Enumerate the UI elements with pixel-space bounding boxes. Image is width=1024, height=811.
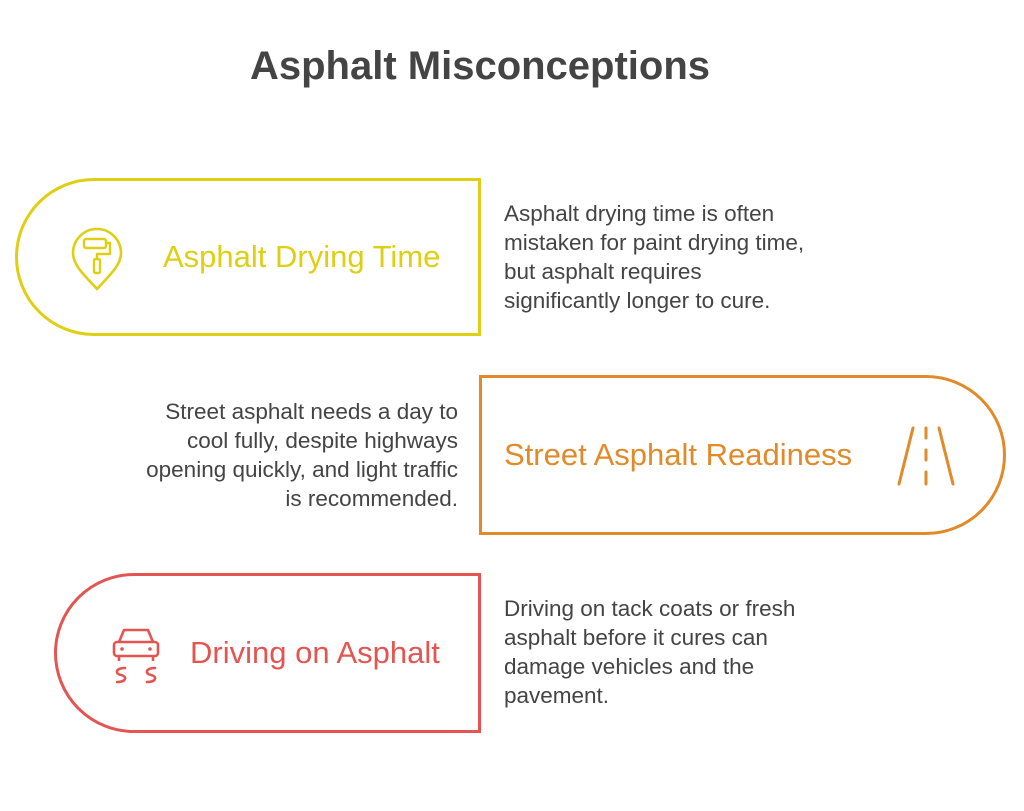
driving-on-asphalt-card: [54, 573, 481, 733]
asphalt-drying-time-description: Asphalt drying time is often mistaken for paint drying time, but asphalt requires significantly longer to cure.: [504, 201, 805, 313]
road-icon: [896, 424, 956, 493]
street-asphalt-readiness-description: Street asphalt needs a day to cool fully, despite highways opening quickly, and light traffic is recommended.: [146, 399, 458, 511]
page-title: Asphalt Misconceptions: [249, 44, 711, 88]
driving-on-asphalt-label: Driving on Asphalt: [190, 635, 440, 670]
paint-roller-pin-icon: [68, 227, 126, 296]
street-asphalt-readiness-card: [479, 375, 1006, 535]
driving-on-asphalt-description: Driving on tack coats or fresh asphalt before it cures can damage vehicles and the pavement.: [504, 596, 796, 708]
asphalt-drying-time-card: [15, 178, 481, 336]
asphalt-drying-time-label: Asphalt Drying Time: [163, 239, 441, 274]
car-skid-icon: [105, 624, 167, 693]
street-asphalt-readiness-label: Street Asphalt Readiness: [504, 437, 853, 472]
